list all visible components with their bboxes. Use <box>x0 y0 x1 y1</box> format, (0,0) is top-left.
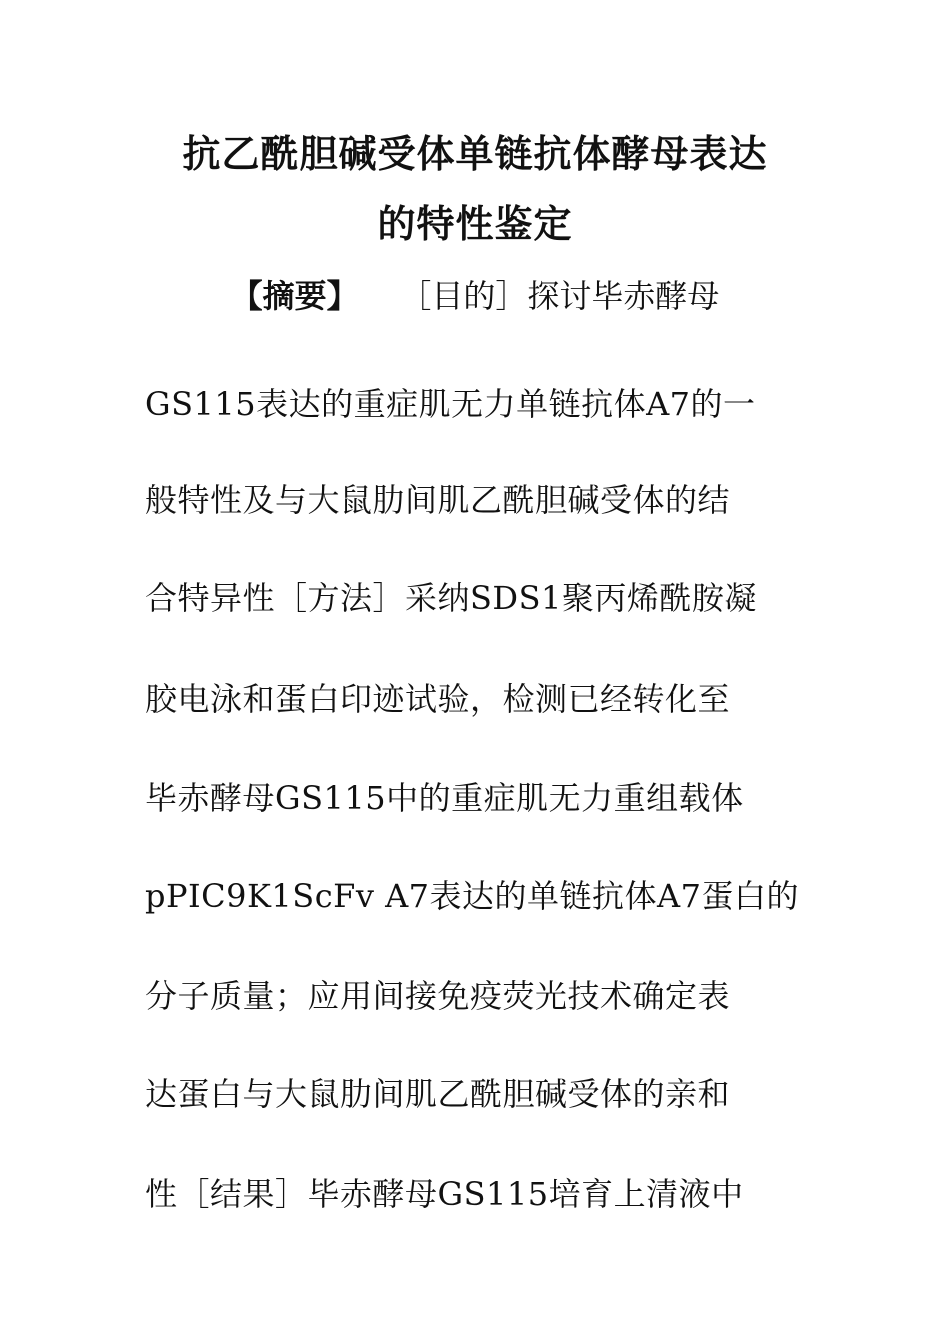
abstract-label: 【摘要】 <box>230 277 359 315</box>
body-text-line: 毕赤酵母GS115中的重症肌无力重组载体 <box>145 779 744 817</box>
body-text-line: GS115表达的重症肌无力单链抗体A7的一 <box>145 385 756 423</box>
abstract-spacer <box>369 277 389 315</box>
abstract-heading <box>0 277 950 315</box>
body-text-line: 合特异性［方法］采纳SDS1聚丙烯酰胺凝 <box>145 579 757 617</box>
body-text-line: 胶电泳和蛋白印迹试验，检测已经转化至 <box>145 680 731 718</box>
body-text-line: 分子质量；应用间接免疫荧光技术确定表 <box>145 977 731 1015</box>
body-text-line: pPIC9K1ScFv A7表达的单链抗体A7蛋白的 <box>145 877 800 915</box>
body-text-line: 性［结果］毕赤酵母GS115培育上清液中 <box>145 1175 744 1213</box>
abstract-intro: ［目的］探讨毕赤酵母 <box>399 277 720 315</box>
document-title-line-2: 的特性鉴定 <box>377 202 573 246</box>
body-text-line: 般特性及与大鼠肋间肌乙酰胆碱受体的结 <box>145 481 731 519</box>
body-text-line: 达蛋白与大鼠肋间肌乙酰胆碱受体的亲和 <box>145 1075 731 1113</box>
document-title-line-1: 抗乙酰胆碱受体单链抗体酵母表达 <box>182 132 768 176</box>
